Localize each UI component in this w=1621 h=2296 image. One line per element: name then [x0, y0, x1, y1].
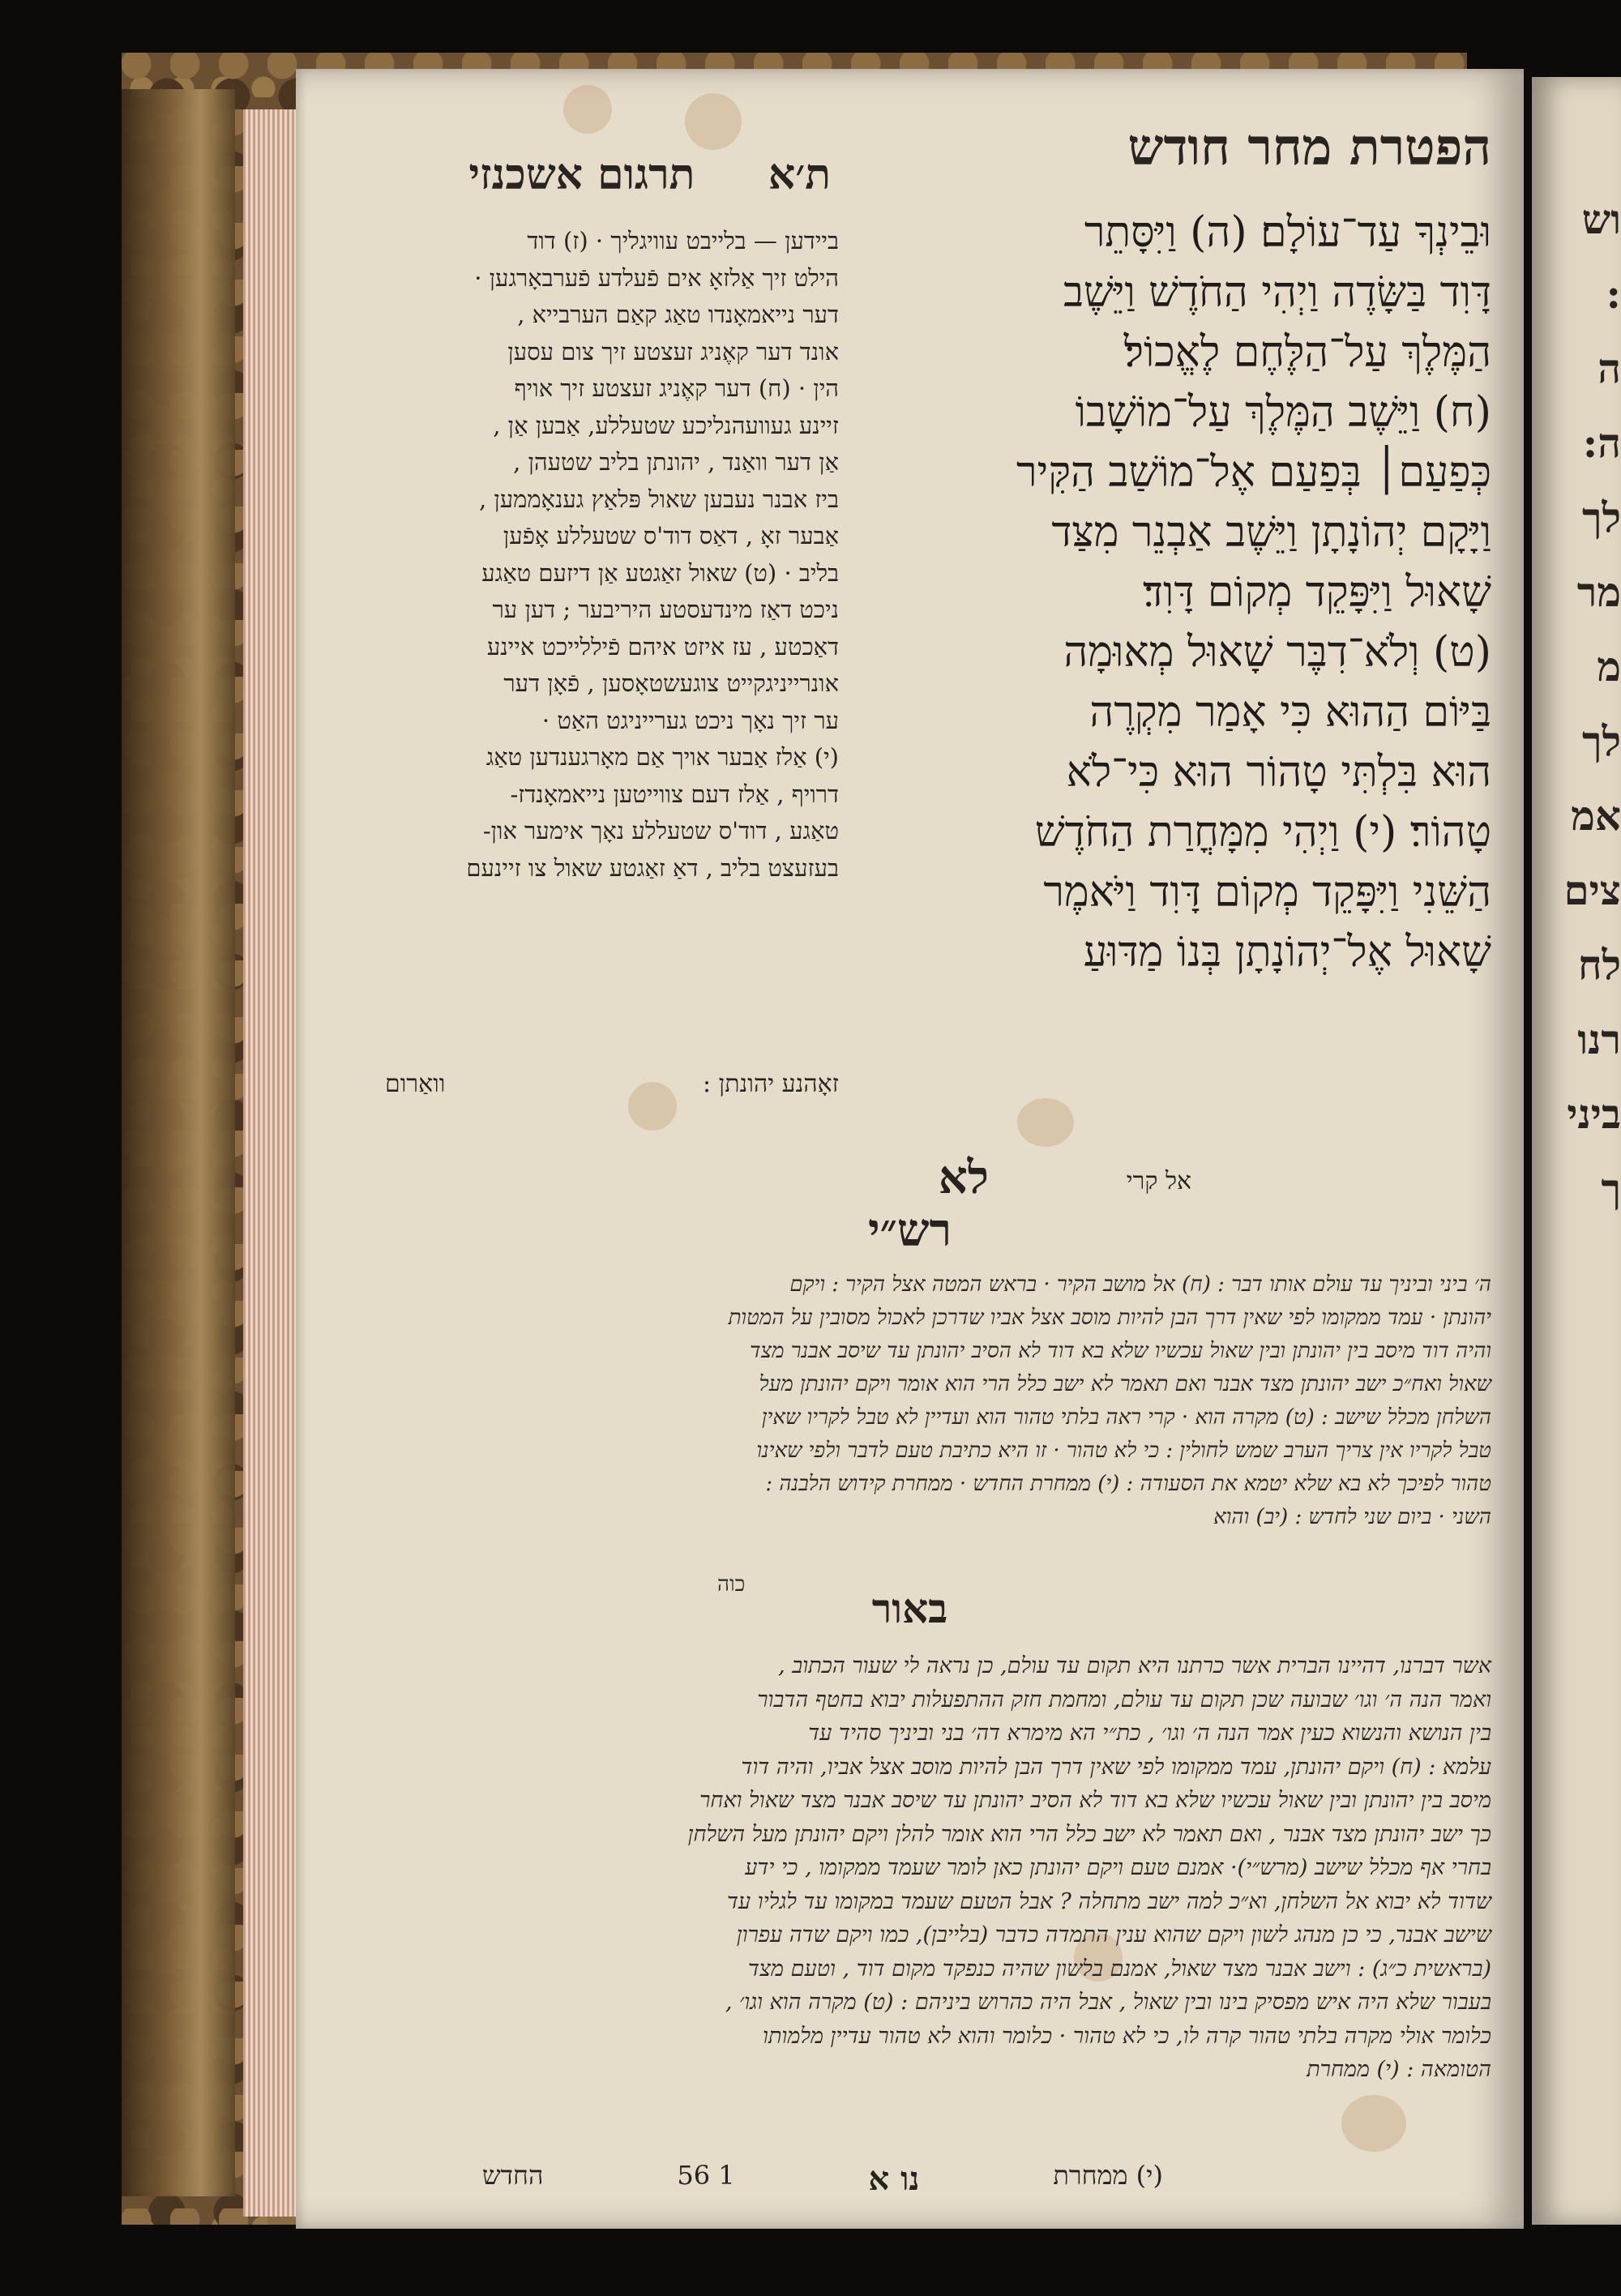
facing-page-text [1544, 182, 1621, 1226]
biblical-line: שָׁאוּל אֶל־יְהוֹנָתָן בְּנוֹ מַדּוּעַ [1083, 928, 1491, 977]
biur-line: בין הנושא והנשוא כעין אמר הנה ה׳ וגו׳ , כת״י הא מימרא דה׳ בני וביניך סהיד עד [808, 1721, 1491, 1746]
keri-note: אל קרי [1126, 1167, 1191, 1195]
rashi-line: שאול ואח״כ ישב יהונתן מצד אבנר ואם תאמר לא ישב כלל הרי הוא אומר ויקם יהונתן מעל [759, 1372, 1491, 1396]
footer-word: החדש [482, 2160, 544, 2191]
biblical-line: (ט) וְלֹא־דִבֶּר שָׁאוּל מְאוּמָה [1063, 628, 1491, 677]
stain [1341, 2095, 1406, 2152]
facing-line: ך [1601, 1165, 1621, 1212]
biblical-text [932, 203, 1491, 982]
facing-line: לך [1582, 494, 1621, 541]
facing-line: מ [1597, 643, 1621, 691]
rashi-line: טבל לקריו אין צריך הערב שמש לחולין : כי לא טהור · זו היא כתיבת טעם לדבר ולפי שאינו [756, 1439, 1491, 1463]
facing-line: ביני [1567, 1090, 1621, 1138]
chapter-mark: לא [938, 1151, 989, 1204]
targum-line: ביידען — בלייבט עוויגליך · (ז) דוד [527, 227, 839, 254]
targum-line: אונד דער קאֶניג זעצטע זיך צום עסען [507, 337, 839, 366]
biur-line: אשר דברנו, דהיינו הברית אשר כרתנו היא תקום עד עולם, כן נראה לי שעור הכתוב , [778, 1653, 1491, 1678]
biblical-line: הַמֶּלֶךְ עַל־הַלֶּחֶם לֶאֱכוֹל׃ [1123, 328, 1491, 377]
biblical-line: דָּוִד בַּשָּׂדֶה וַיְהִי הַחֹדֶשׁ וַיֵּשֶׁב [1063, 268, 1491, 317]
facing-line: מר [1576, 568, 1621, 616]
targum-line: ניכט דאַז מינדעסטע היריבער ; דען ער [492, 596, 839, 623]
targum-line: הילט זיך אַלזאָ אים פֿעלדע פֿערבאָרגען · [474, 263, 839, 292]
marbled-cover-edge [122, 89, 235, 2196]
facing-line: לך [1582, 717, 1621, 765]
biur-line: שישב אבנר, כי כן מנהג לשון ויקם שהוא ענין התמדה כדבר (בלייבן), כמו ויקם שדה עפרון [736, 1922, 1491, 1948]
facing-line: ה [1597, 344, 1621, 392]
targum-line: (י) אַלז אַבער אויך אַם מאָרגענדען טאַג [485, 743, 839, 771]
targum-text [385, 223, 839, 887]
rashi-heading: רש״י [867, 1204, 952, 1257]
targum-title: תרגום אשכנזי [468, 150, 695, 199]
page-number: ת׳א [768, 150, 831, 199]
targum-line: אונרייניגקייט צוגעשטאָסען , פֿאָן דער [503, 669, 839, 697]
targum-line: הין · (ח) דער קאֶניג זעצטע זיך אויף [514, 374, 839, 402]
rashi-line: טהור לפיכך לא בא שלא יטמא את הסעודה : (י) ממחרת החדש · ממחרת קידוש הלבנה : [765, 1472, 1491, 1496]
biblical-line: הוּא בִּלְתִּי טָהוֹר הוּא כִּי־לֹא [1066, 748, 1491, 797]
biur-line: בעבור שלא היה איש מפסיק בינו ובין שאול , אבל היה כהרוש ביניהם : (ט) מקרה הוא וגו׳ , [725, 1990, 1491, 2015]
targum-line: ער זיך נאָך ניכט גערייניגט האַט · [541, 706, 839, 734]
targum-line: דער נייאמאָנדו טאַג קאַם הערבייא , [517, 301, 839, 328]
rashi-line: ה׳ ביני וביניך עד עולם אותו דבר : (ח) אל מושב הקיר · בראש המטה אצל הקיר : ויקם [789, 1272, 1491, 1297]
footer-catchword: (י) ממחרת [1053, 2160, 1163, 2191]
biblical-line: שָׁאוּל וַיִּפָּקֵד מְקוֹם דָּוִד׃ [1143, 568, 1491, 617]
facing-line: : [1606, 270, 1621, 318]
biur-line: שדוד לא יבוא אל השלחן, וא״כ למה ישב מתחלה ? אבל הטעם שעמד במקומו עד לגליו עד [726, 1888, 1491, 1914]
footer-number: 1 56 [677, 2160, 735, 2191]
targum-line: ביז אבנר נעבען שאול פּלאַץ גענאָממען , [478, 485, 839, 513]
targum-line: דרויף , אַלז דעם צווייטען נייאמאָנדז- [510, 780, 839, 808]
targum-header [377, 150, 831, 199]
biur-commentary [377, 1649, 1491, 2087]
biblical-line: הַשֵּׁנִי וַיִּפָּקֵד מְקוֹם דָּוִד וַיֹּאמֶר [1043, 868, 1491, 917]
facing-line: וש [1581, 195, 1621, 243]
biblical-line: בַּיּוֹם הַהוּא כִּי אָמַר מִקְרֶה [1089, 688, 1491, 737]
targum-line: אַבער זאָ , דאַס דוד'ס שטעללע אָפֿען [503, 522, 839, 549]
facing-line: ה: [1582, 419, 1621, 467]
targum-line: זיינע געוועהנליכע שטעללע, אַבען אַן , [493, 411, 839, 439]
facing-page [1532, 77, 1621, 2225]
facing-line: רנו [1577, 1015, 1621, 1063]
biur-line: ואמר הנה ה׳ וגו׳ שבועה שכן תקום עד עולם, ומחמת חזק ההתפעלות יבוא בחטף הדבור [757, 1687, 1491, 1712]
book-page [296, 69, 1524, 2229]
biur-line: מיסב בין יהונתן ובין שאול עכשיו שלא בא דוד לא הסיב יהונתן עד שיסב אבנר מצד שאול ואחר [699, 1788, 1491, 1813]
rashi-line: יהונתן · עמד ממקומו לפי שאין דרך הבן להיות מוסב אצל אביו שדרכן לאכול מסובין על המטות [728, 1306, 1491, 1330]
page-footer [482, 2160, 1163, 2198]
biur-line: עלמא : (ח) ויקם יהונתן, עמד ממקומו לפי שאין דרך הבן להיות מוסב אצל אביו, והיה דוד [741, 1754, 1491, 1780]
haftarah-header: הפטרת מחר חודש [1127, 118, 1491, 177]
biur-line: כלומר אולי מקרה בלתי טהור קרה לו, כי לא טהור · כלומר והוא לא טהור עדיין מלמותו [763, 2023, 1491, 2049]
targum-catchword: וואַרום [385, 1070, 446, 1098]
biblical-line: וַיָּקָם יְהוֹנָתָן וַיֵּשֶׁב אַבְנֵר מִצַּד [1051, 508, 1491, 557]
biblical-line: כְּפַעַם׀ בְּפַעַם אֶל־מוֹשַׁב הַקִּיר [1016, 448, 1491, 497]
rashi-line: השלחן מכלל שישב : (ט) מקרה הוא · קרי ראה בלתי טהור הוא ועדיין לא טבל לקריו שאין [761, 1405, 1491, 1430]
biur-line: בחרי אף מכלל שישב (מרש״י)· אמנם טעם ויקם יהונתן כאן לומר שעמד ממקומו , כי ידע [745, 1855, 1491, 1880]
targum-line: דאַכטע , עז איזט איהם פֿיללייכט איינע [486, 632, 839, 661]
facing-line: לח [1578, 941, 1621, 989]
stain [563, 85, 612, 134]
signature-mark: נו א [868, 2160, 920, 2198]
page-edges [243, 109, 300, 2217]
stain [1017, 1098, 1074, 1147]
targum-line: בעזעצט בליב , דאַ זאַגטע שאול צו זיינעם [466, 853, 839, 882]
biur-line: הטומאה : (י) ממחרת [1307, 2057, 1491, 2082]
targum-line: טאַגע , דוד'ס שטעללע נאָך אימער און- [482, 817, 839, 844]
biblical-line: טָהוֹר׃ (י) וַיְהִי מִמָּחֳרַת הַחֹדֶשׁ [1034, 808, 1491, 857]
targum-line: בליב · (ט) שאול זאַגטע אַן דיזעם טאַגע [481, 558, 839, 587]
rashi-line: והיה דוד מיסב בין יהונתן ובין שאול עכשיו שלא בא דוד לא הסיב יהונתן עד שיסב אבנר מצד [750, 1339, 1491, 1363]
rashi-line: השני · ביום שני לחדש : (יב) והוא [1213, 1505, 1491, 1529]
targum-end: זאָהנע יהונתן : [702, 1070, 839, 1098]
biur-heading: באור [871, 1584, 948, 1632]
facing-line: צים [1563, 866, 1621, 914]
biur-line: (בראשית כ״ג) : וישב אבנר מצד שאול, אמנם בלשון שהיה כנפקד מקום דוד , וטעם מצד [747, 1956, 1491, 1982]
rashi-commentary [377, 1268, 1491, 1534]
biblical-line: וּבֵינְךָ עַד־עוֹלָם׃ (ה) וַיִּסָּתֵר [1084, 208, 1491, 257]
targum-closing [385, 1070, 839, 1098]
biur-line: כך ישב יהונתן מצד אבנר , ואם תאמר לא ישב כלל הרי הוא אומר להלן ויקם יהונתן מעל השלחן [687, 1821, 1491, 1847]
biblical-line: (ח) וַיֵּשֶׁב הַמֶּלֶךְ עַל־מוֹשָׁבוֹ [1075, 388, 1491, 437]
stain [685, 93, 742, 150]
rashi-catchword: כוה [717, 1572, 746, 1597]
targum-line: אַן דער וואַנד , יהונתן בליב שטעהן , [513, 448, 839, 476]
facing-line: אמ [1571, 792, 1621, 840]
